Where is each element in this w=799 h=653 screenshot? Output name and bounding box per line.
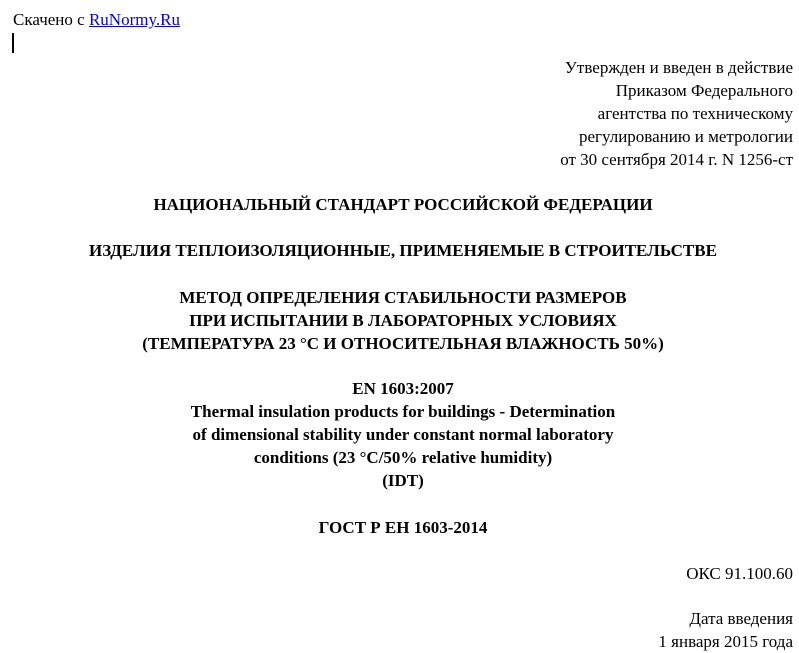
effective-date-label: Дата введения [689,609,793,628]
gost-code: ГОСТ Р ЕН 1603-2014 [318,518,488,537]
approval-block [560,56,793,171]
approval-line: от 30 сентября 2014 г. N 1256-ст [560,150,793,169]
source-prefix: Скачено с [13,10,89,29]
oks-code: ОКС 91.100.60 [686,564,793,583]
method-title-line: ПРИ ИСПЫТАНИИ В ЛАБОРАТОРНЫХ УСЛОВИЯХ [189,311,617,330]
source-link[interactable]: RuNormy.Ru [88,10,180,29]
approval-line: Приказом Федерального [615,81,793,100]
english-title [0,377,799,492]
method-title-line: МЕТОД ОПРЕДЕЛЕНИЯ СТАБИЛЬНОСТИ РАЗМЕРОВ [179,288,627,307]
product-group-title: ИЗДЕЛИЯ ТЕПЛОИЗОЛЯЦИОННЫЕ, ПРИМЕНЯЕМЫЕ В СТРОИТЕЛЬСТВЕ [89,241,717,260]
english-title-line: of dimensional stability under constant normal laboratory [192,425,614,444]
english-title-line: conditions (23 °C/50% relative humidity) [253,448,553,467]
english-title-line: Thermal insulation products for buildings - Determination [190,402,616,421]
english-title-line: EN 1603:2007 [352,379,454,398]
text-cursor [12,33,14,53]
method-title-line: (ТЕМПЕРАТУРА 23 °С И ОТНОСИТЕЛЬНАЯ ВЛАЖНОСТЬ 50%) [142,334,664,353]
effective-date-value: 1 января 2015 года [658,632,793,651]
approval-line: регулированию и метрологии [578,127,793,146]
english-title-line: (IDT) [382,471,424,490]
approval-line: Утвержден и введен в действие [564,58,793,77]
national-standard-title: НАЦИОНАЛЬНЫЙ СТАНДАРТ РОССИЙСКОЙ ФЕДЕРАЦИИ [153,195,653,214]
effective-date [658,607,793,653]
method-title [0,286,799,355]
source-line [13,9,180,31]
approval-line: агентства по техническому [597,104,793,123]
